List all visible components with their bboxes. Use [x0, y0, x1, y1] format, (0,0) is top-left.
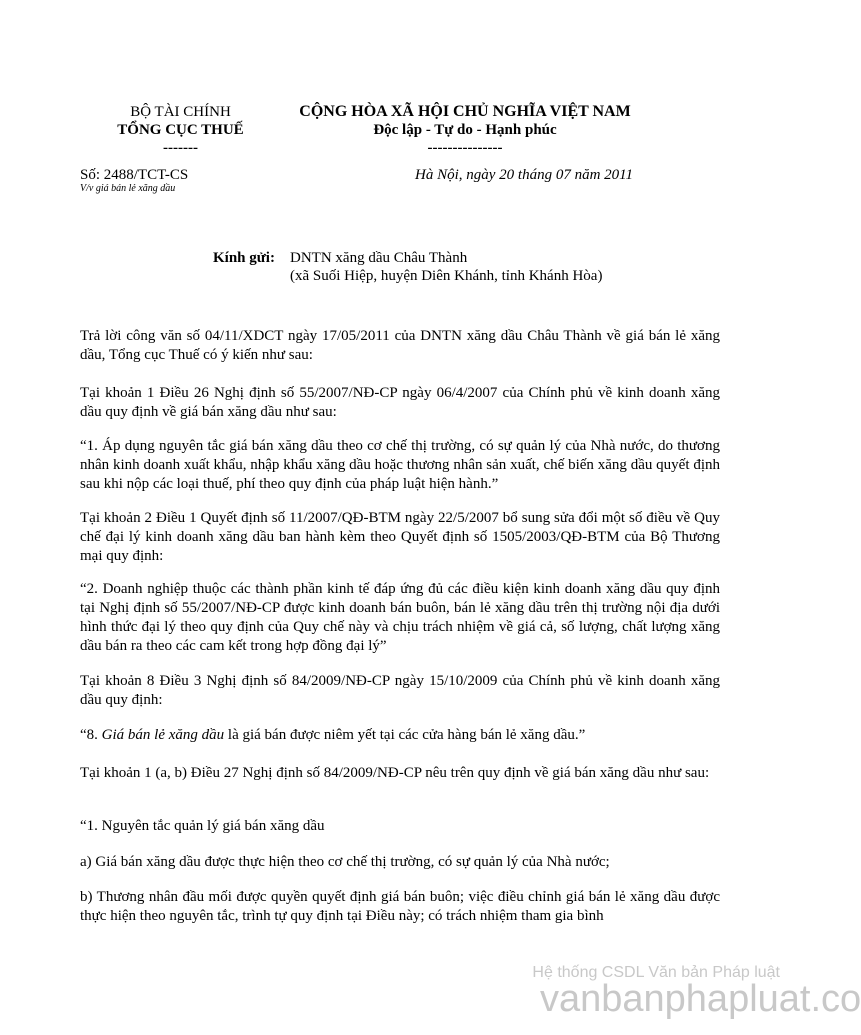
motto-rule: ---------------	[427, 140, 503, 156]
country-name: CỘNG HÒA XÃ HỘI CHỦ NGHĨA VIỆT NAM	[299, 103, 631, 120]
paragraph-decision-11: Tại khoản 2 Điều 1 Quyết định số 11/2007/QĐ-BTM ngày 22/5/2007 bổ sung sửa đổi một số điều về Quy chế đại lý kinh doanh xăng dầu ban hành kèm theo Quyết định số 1505/2003/QĐ-BTM của Bộ Thương mại quy định:	[80, 510, 720, 564]
paragraph-article-27: Tại khoản 1 (a, b) Điều 27 Nghị định số 84/2009/NĐ-CP nêu trên quy định về giá bán xăng dầu như sau:	[80, 765, 710, 781]
quote-prefix: “8.	[80, 727, 102, 743]
quote-principle-heading: “1. Nguyên tắc quản lý giá bán xăng dầu	[80, 818, 325, 834]
issuer-block	[88, 103, 273, 157]
quote-decree-55: “1. Áp dụng nguyên tắc giá bán xăng dầu theo cơ chế thị trường, có sự quản lý của Nhà nước, do thương nhân kinh doanh xuất khẩu, nhập khẩu xăng dầu hoặc thương nhân sản xuất, chế biến xăng dầu quyết định sau khi nộp các loại thuế, phí theo quy định của pháp luật hiện hành.”	[80, 438, 720, 492]
watermark-site: vanbanphapluat.co	[540, 978, 861, 1020]
watermark-caption: Hệ thống CSDL Văn bản Pháp luật	[532, 964, 780, 981]
recipient-label: Kính gửi:	[213, 250, 275, 266]
national-motto: Độc lập - Tự do - Hạnh phúc	[373, 122, 557, 138]
retail-price-term: Giá bán lẻ xăng dầu	[101, 727, 225, 743]
quote-rest: là giá bán được niêm yết tại các cửa hàng bán lẻ xăng dầu.”	[224, 727, 586, 743]
recipient-name: DNTN xăng dầu Châu Thành	[290, 250, 468, 266]
issuer-rule: -------	[163, 140, 198, 156]
paragraph-decree-84: Tại khoản 8 Điều 3 Nghị định số 84/2009/NĐ-CP ngày 15/10/2009 của Chính phủ về kinh doanh xăng dầu quy định:	[80, 673, 720, 708]
clause-b: b) Thương nhân đầu mối được quyền quyết định giá bán buôn; việc điều chỉnh giá bán lẻ xăng dầu được thực hiện theo nguyên tắc, trình tự quy định tại Điều này; có trách nhiệm tham gia bình	[80, 889, 720, 924]
recipient-address: (xã Suối Hiệp, huyện Diên Khánh, tỉnh Khánh Hòa)	[290, 268, 603, 284]
ministry-name: BỘ TÀI CHÍNH	[130, 104, 231, 120]
quote-decision-11: “2. Doanh nghiệp thuộc các thành phần kinh tế đáp ứng đủ các điều kiện kinh doanh xăng dầu quy định tại Nghị định số 55/2007/NĐ-CP được kinh doanh bán buôn, bán lẻ xăng dầu trên thị trường nội địa dưới hình thức đại lý theo quy định của Quy chế này và chịu trách nhiệm về giá cả, số lượng, chất lượng xăng dầu bán ra theo các cam kết trong hợp đồng đại lý”	[80, 581, 720, 654]
clause-a: a) Giá bán xăng dầu được thực hiện theo cơ chế thị trường, có sự quản lý của Nhà nước;	[80, 854, 610, 870]
place-date: Hà Nội, ngày 20 tháng 07 năm 2011	[415, 167, 634, 183]
paragraph-reply: Trả lời công văn số 04/11/XDCT ngày 17/05/2011 của DNTN xăng dầu Châu Thành về giá bán lẻ xăng dầu, Tổng cục Thuế có ý kiến như sau:	[80, 328, 720, 363]
national-heading	[285, 103, 645, 157]
document-number: Số: 2488/TCT-CS	[80, 167, 189, 183]
document-subject: V/v giá bán lẻ xăng dầu	[80, 183, 176, 194]
paragraph-decree-55: Tại khoản 1 Điều 26 Nghị định số 55/2007/NĐ-CP ngày 06/4/2007 của Chính phủ về kinh doanh xăng dầu quy định về giá bán xăng dầu như sau:	[80, 385, 720, 420]
quote-retail-price	[80, 726, 720, 745]
department-name: TỔNG CỤC THUẾ	[117, 122, 244, 138]
